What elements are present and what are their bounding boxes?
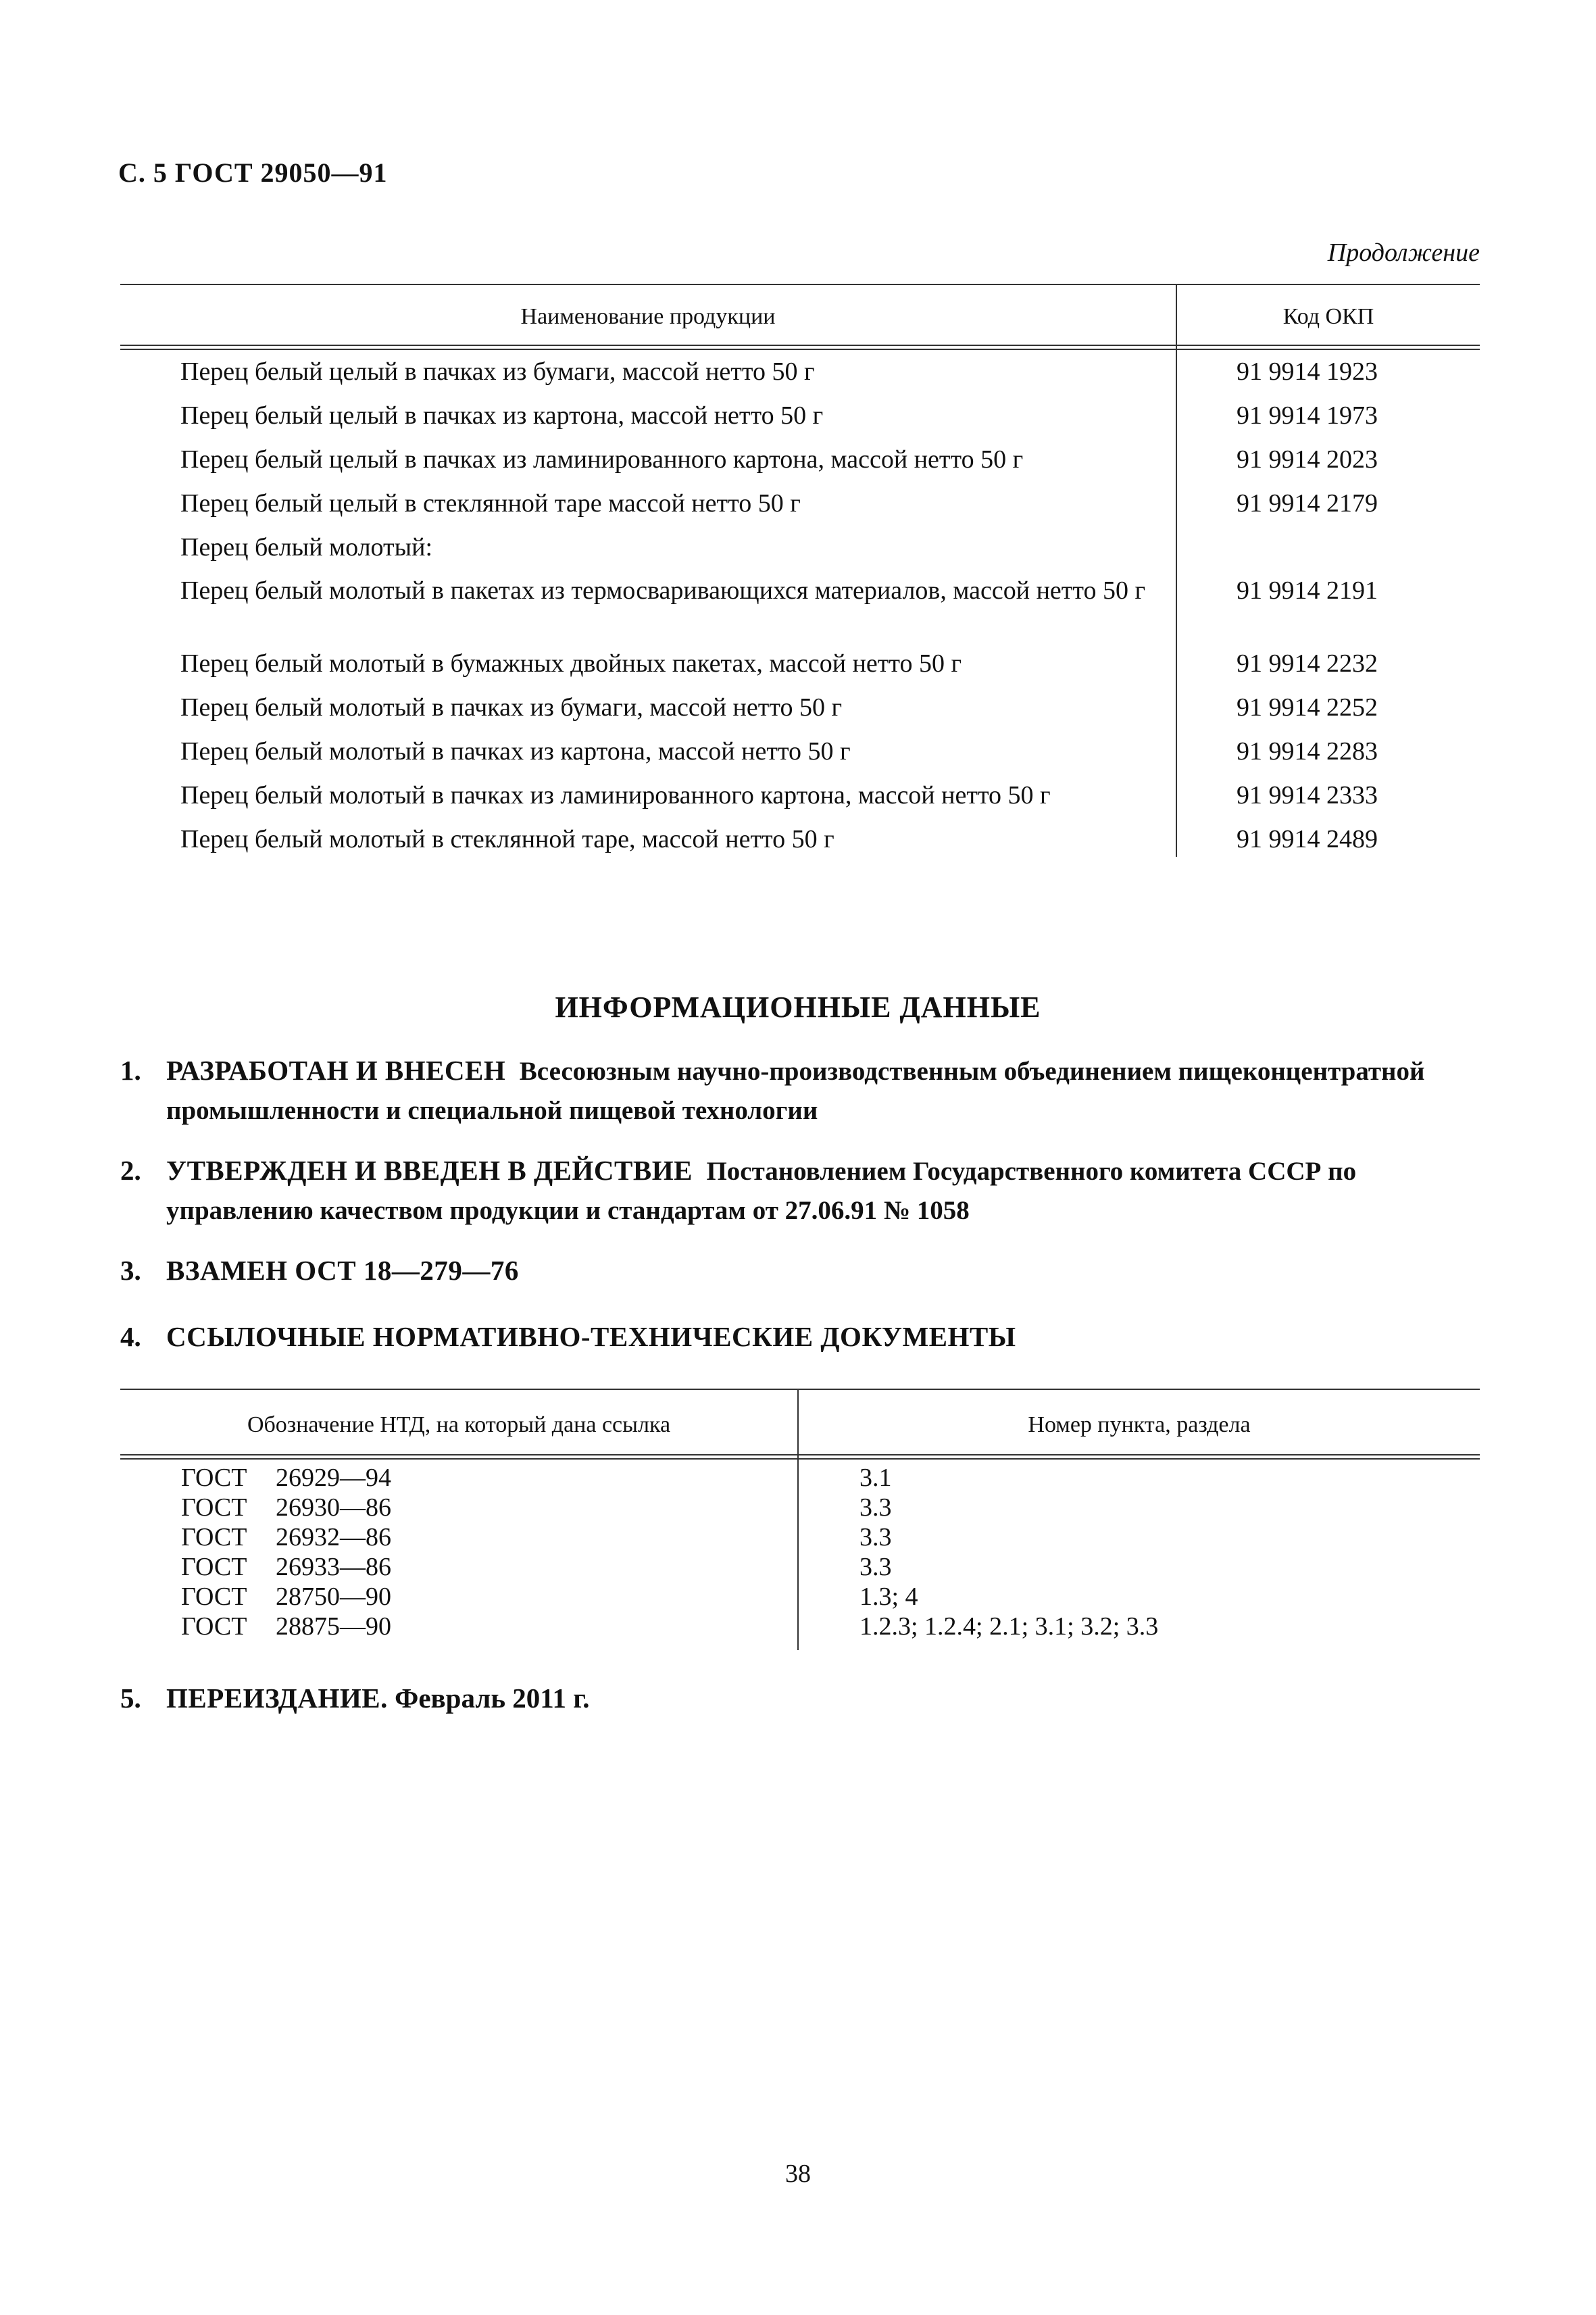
table-row [181, 1463, 391, 1493]
info-item-3 [120, 1251, 1482, 1289]
info-item-1 [120, 1051, 1482, 1130]
table-row: Перец белый молотый в пачках из картона, массой нетто 50 г [180, 737, 851, 766]
table-row: Перец белый целый в стеклянной таре массой нетто 50 г [180, 489, 801, 518]
info-item-heading: ПЕРЕИЗДАНИЕ. [166, 1683, 388, 1714]
ref-doc-prefix: ГОСТ [181, 1464, 247, 1492]
table-row: Перец белый молотый в стеклянной таре, массой нетто 50 г [180, 825, 834, 853]
info-item-number: 2. [120, 1155, 141, 1186]
table-row [181, 1552, 391, 1582]
col-header-code: Код ОКП [1282, 304, 1374, 329]
table-row [181, 1493, 391, 1522]
ref-section: 1.3; 4 [859, 1583, 918, 1611]
table-row-code: 91 9914 2489 [1237, 825, 1378, 853]
ref-doc-prefix: ГОСТ [181, 1493, 247, 1522]
info-item-text: Всесоюзным научно-производственным объединением пищеконцентратной промышленности и специальной пищевой технологии [166, 1057, 1425, 1125]
info-item-heading: ВЗАМЕН ОСТ 18—279—76 [166, 1255, 519, 1286]
ref-table-top-rule [120, 1389, 1480, 1390]
table-row-code: 91 9914 2191 [1237, 576, 1378, 605]
info-item-heading: РАЗРАБОТАН И ВНЕСЕН [166, 1055, 506, 1086]
page-number: 38 [785, 2160, 811, 2188]
table-row-code: 91 9914 2283 [1237, 737, 1378, 766]
info-title: ИНФОРМАЦИОННЫЕ ДАННЫЕ [555, 991, 1041, 1024]
ref-doc-prefix: ГОСТ [181, 1553, 247, 1581]
ref-doc-prefix: ГОСТ [181, 1612, 247, 1641]
info-item-5 [120, 1679, 1482, 1717]
info-item-number: 4. [120, 1321, 141, 1352]
table-row: Перец белый молотый в бумажных двойных пакетах, массой нетто 50 г [180, 649, 962, 678]
col-header-name: Наименование продукции [520, 304, 776, 329]
ref-doc-number: 28875—90 [276, 1612, 391, 1641]
table-row: Перец белый целый в пачках из бумаги, массой нетто 50 г [180, 357, 815, 386]
ref-section: 3.1 [859, 1464, 892, 1492]
info-item-heading: УТВЕРЖДЕН И ВВЕДЕН В ДЕЙСТВИЕ [166, 1155, 693, 1186]
info-item-2 [120, 1151, 1482, 1230]
ref-section: 3.3 [859, 1553, 892, 1581]
table-row: Перец белый целый в пачках из ламинированного картона, массой нетто 50 г [180, 445, 1024, 474]
table-row-code: 91 9914 2179 [1237, 489, 1378, 518]
info-item-4 [120, 1318, 1482, 1355]
table-row-code: 91 9914 1923 [1237, 357, 1378, 386]
table-row [181, 1582, 391, 1612]
table-row: Перец белый молотый в пачках из ламинированного картона, массой нетто 50 г [180, 781, 1051, 810]
table-row: Перец белый молотый в пачках из бумаги, массой нетто 50 г [180, 693, 843, 722]
table-row-code: 91 9914 2333 [1237, 781, 1378, 810]
ref-doc-number: 26929—94 [276, 1464, 391, 1492]
ref-col-header-section: Номер пункта, раздела [1028, 1412, 1251, 1437]
info-item-number: 3. [120, 1255, 141, 1286]
table-row-code: 91 9914 2232 [1237, 649, 1378, 678]
table-row-code: 91 9914 2023 [1237, 445, 1378, 474]
table-row [181, 1522, 391, 1552]
page-header: С. 5 ГОСТ 29050—91 [118, 157, 388, 188]
info-item-number: 5. [120, 1683, 141, 1714]
table-top-rule [120, 284, 1480, 285]
continuation-label: Продолжение [1327, 239, 1480, 267]
table-header-rule [120, 345, 1480, 350]
ref-section: 3.3 [859, 1523, 892, 1551]
table-row: Перец белый молотый: [180, 533, 433, 562]
ref-section: 3.3 [859, 1493, 892, 1522]
table-row [181, 1612, 391, 1641]
ref-doc-prefix: ГОСТ [181, 1523, 247, 1551]
info-item-text: Февраль 2011 г. [395, 1683, 590, 1714]
table-row: Перец белый целый в пачках из картона, массой нетто 50 г [180, 401, 824, 430]
ref-table-header-rule [120, 1454, 1480, 1460]
ref-doc-number: 26930—86 [276, 1493, 391, 1522]
ref-doc-number: 26933—86 [276, 1553, 391, 1581]
ref-doc-number: 26932—86 [276, 1523, 391, 1551]
ref-doc-number: 28750—90 [276, 1583, 391, 1611]
table-row-code: 91 9914 2252 [1237, 693, 1378, 722]
info-item-number: 1. [120, 1055, 141, 1086]
table-row: Перец белый молотый в пакетах из термосваривающихся материалов, массой нетто 50 г [180, 576, 1146, 605]
ref-section: 1.2.3; 1.2.4; 2.1; 3.1; 3.2; 3.3 [859, 1612, 1159, 1641]
table-row-code: 91 9914 1973 [1237, 401, 1378, 430]
table-column-divider [1176, 284, 1177, 857]
ref-col-header-doc: Обозначение НТД, на который дана ссылка [247, 1412, 671, 1437]
info-item-heading: ССЫЛОЧНЫЕ НОРМАТИВНО-ТЕХНИЧЕСКИЕ ДОКУМЕНТЫ [166, 1321, 1016, 1352]
ref-doc-prefix: ГОСТ [181, 1583, 247, 1611]
info-item-text: Постановлением Государственного комитета СССР по управлению качеством продукции и стандартам от 27.06.91 № 1058 [166, 1157, 1357, 1225]
